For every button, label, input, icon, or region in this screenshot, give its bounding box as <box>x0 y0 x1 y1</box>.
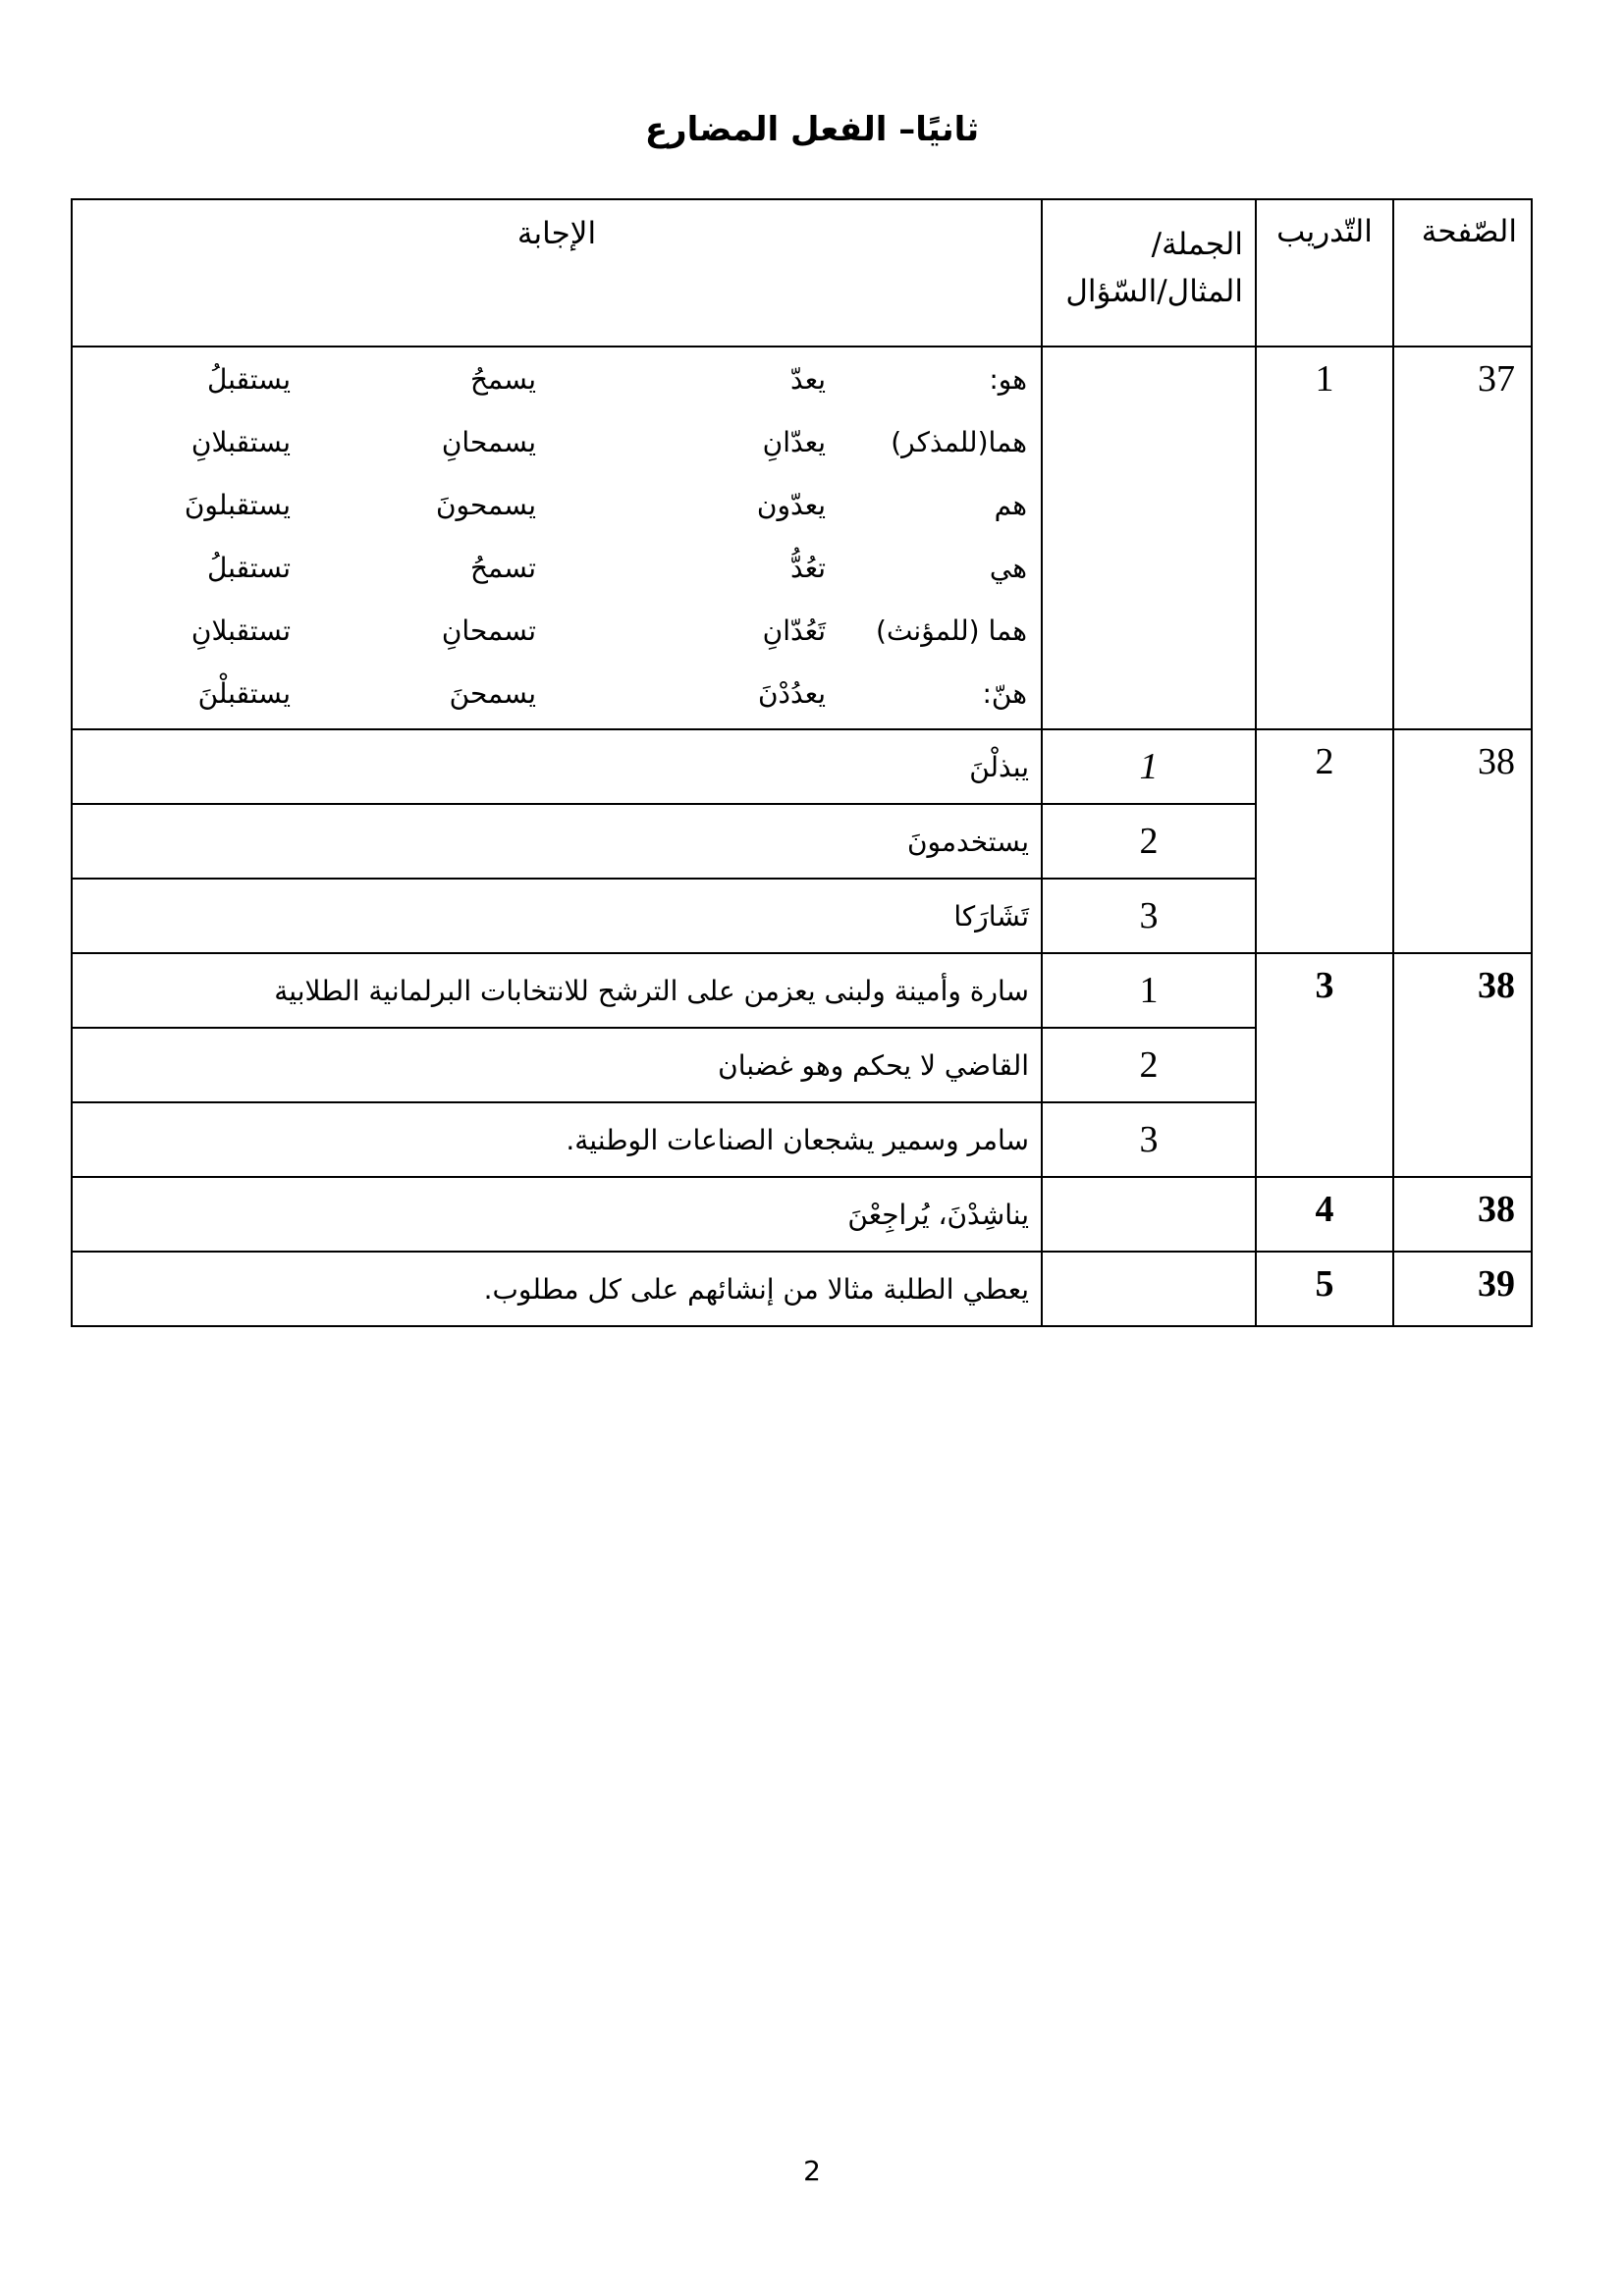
header-answer: الإجابة <box>72 199 1042 347</box>
header-page: الصّفحة <box>1393 199 1532 347</box>
verb-yastaqbil-cell: يستقبلانِ <box>190 425 291 458</box>
verb-yastaqbil-cell: تستقبلانِ <box>190 614 291 647</box>
verb-yaudd-cell: يعدُدْنَ <box>757 676 826 710</box>
conjugation-row <box>73 599 1041 662</box>
item-number: 2 <box>1042 1028 1256 1102</box>
answer-cell: سارة وأمينة ولبنى يعزمن على الترشح للانتخابات البرلمانية الطلابية <box>72 953 1042 1028</box>
sentence-cell <box>1042 1177 1256 1252</box>
table-row <box>72 729 1532 804</box>
table-row <box>72 953 1532 1028</box>
sentence-cell <box>1042 347 1256 729</box>
page-cell: 39 <box>1393 1252 1532 1326</box>
verb-yasmah-cell: يسمحانِ <box>441 425 536 458</box>
pronoun-cell: هما (للمؤنث) <box>876 614 1027 647</box>
answer-cell: يستخدمونَ <box>72 804 1042 879</box>
answers-table <box>71 198 1533 1327</box>
conjugation-row <box>73 473 1041 536</box>
page-cell: 37 <box>1393 347 1532 729</box>
page-number: 2 <box>803 2155 821 2187</box>
table-row <box>72 1177 1532 1252</box>
verb-yasmah-cell: يسمحُ <box>469 362 536 396</box>
conjugation-row <box>73 662 1041 724</box>
pronoun-cell: هو: <box>989 362 1027 396</box>
exercise-cell: 4 <box>1256 1177 1393 1252</box>
answer-cell: القاضي لا يحكم وهو غضبان <box>72 1028 1042 1102</box>
exercise-cell: 1 <box>1256 347 1393 729</box>
page-title: ثانيًا– الفعل المضارع <box>644 110 980 149</box>
answer-cell: يناشِدْنَ، يُراجِعْنَ <box>72 1177 1042 1252</box>
page-cell: 38 <box>1393 1177 1532 1252</box>
verb-yastaqbil-cell: يستقبلونَ <box>184 488 291 521</box>
conjugation-row <box>73 410 1041 473</box>
verb-yasmah-cell: يسمحونَ <box>435 488 536 521</box>
conjugation-list <box>73 347 1041 724</box>
item-number: 1 <box>1042 729 1256 804</box>
answer-cell: يعطي الطلبة مثالا من إنشائهم على كل مطلوب. <box>72 1252 1042 1326</box>
answer-cell <box>72 347 1042 729</box>
verb-yaudd-cell: تَعُدّانِ <box>762 614 826 647</box>
answer-cell: تَشَارَكا <box>72 879 1042 953</box>
item-number: 3 <box>1042 879 1256 953</box>
item-number: 1 <box>1042 953 1256 1028</box>
header-exercise: التّدريب <box>1256 199 1393 347</box>
conjugation-row <box>73 536 1041 599</box>
pronoun-cell: هنّ: <box>982 676 1027 710</box>
verb-yastaqbil-cell: تستقبلُ <box>206 551 291 584</box>
table-row <box>72 347 1532 729</box>
header-sentence-line1: الجملة/ <box>1151 227 1243 262</box>
header-sentence-line2: المثال/السّؤال <box>1065 274 1243 309</box>
verb-yastaqbil-cell: يستقبلُ <box>206 362 291 396</box>
verb-yaudd-cell: تعُدُّ <box>790 551 826 584</box>
verb-yaudd-cell: يعدّ <box>790 362 826 396</box>
exercise-cell: 3 <box>1256 953 1393 1177</box>
pronoun-cell: هي <box>989 551 1027 584</box>
verb-yasmah-cell: تسمحُ <box>469 551 536 584</box>
answer-cell: يبذلْنَ <box>72 729 1042 804</box>
exercise-cell: 5 <box>1256 1252 1393 1326</box>
conjugation-row <box>73 347 1041 410</box>
pronoun-cell: هما(للمذكر) <box>891 425 1027 458</box>
sentence-cell <box>1042 1252 1256 1326</box>
exercise-cell: 2 <box>1256 729 1393 953</box>
pronoun-cell: هم <box>994 488 1027 521</box>
header-sentence <box>1042 199 1256 347</box>
verb-yastaqbil-cell: يستقبلْنَ <box>197 676 291 710</box>
verb-yasmah-cell: يسمحنَ <box>449 676 536 710</box>
answer-cell: سامر وسمير يشجعان الصناعات الوطنية. <box>72 1102 1042 1177</box>
item-number: 2 <box>1042 804 1256 879</box>
verb-yaudd-cell: يعدّون <box>756 488 826 521</box>
header-row <box>72 199 1532 347</box>
page-cell: 38 <box>1393 953 1532 1177</box>
verb-yasmah-cell: تسمحانِ <box>441 614 536 647</box>
table-row <box>72 1252 1532 1326</box>
verb-yaudd-cell: يعدّانِ <box>762 425 826 458</box>
item-number: 3 <box>1042 1102 1256 1177</box>
page-cell: 38 <box>1393 729 1532 953</box>
